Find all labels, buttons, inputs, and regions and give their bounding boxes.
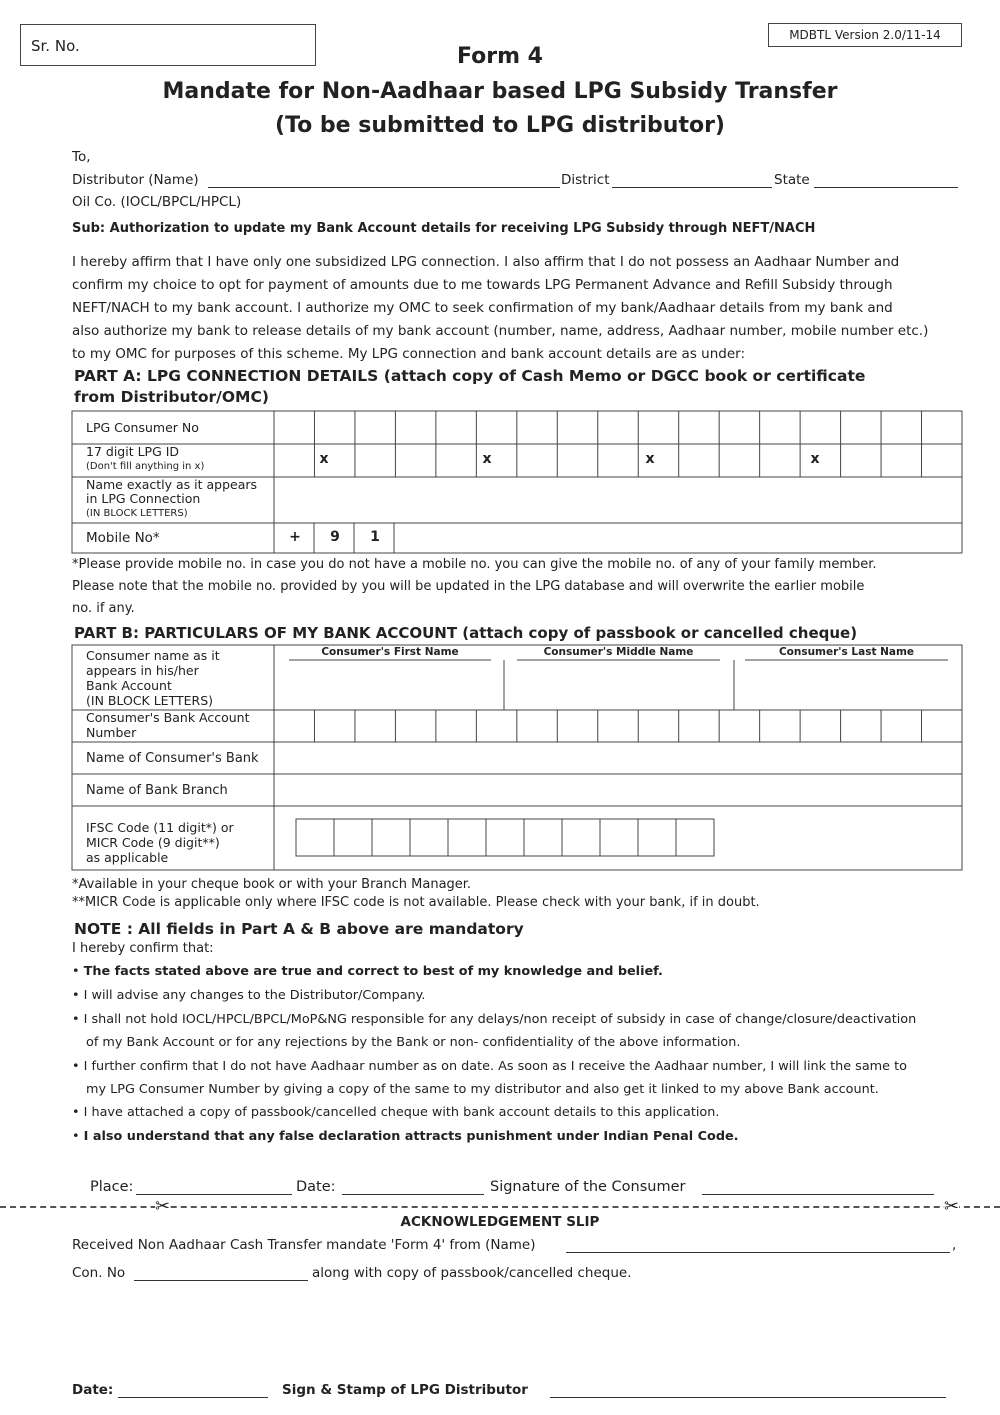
lpg-id-note: (Don't fill anything in x) <box>86 461 205 472</box>
ack-comma: , <box>952 1237 957 1253</box>
affirm-line: NEFT/NACH to my bank account. I authorize my OMC to seek confirmation of my bank/Aadhaar details from my bank and <box>72 300 893 316</box>
mobile-prefix-plus: + <box>289 529 301 545</box>
stamp-label: Sign & Stamp of LPG Distributor <box>282 1382 528 1398</box>
consumer-name-label: appears in his/her <box>86 663 199 678</box>
lpg-id-skip-x: x <box>482 451 492 467</box>
ack-date-label: Date: <box>72 1382 114 1398</box>
form-subtitle: (To be submitted to LPG distributor) <box>275 113 725 138</box>
date-label: Date: <box>296 1179 336 1195</box>
lpg-id-label: 17 digit LPG ID <box>86 444 180 459</box>
confirm-bullet: • I have attached a copy of passbook/cancelled cheque with bank account details to this application. <box>72 1105 720 1120</box>
note-heading: NOTE : All fields in Part A & B above are mandatory <box>74 920 524 938</box>
mobile-prefix-9: 9 <box>330 529 340 545</box>
stamp-field[interactable] <box>550 1397 946 1398</box>
note-intro: I hereby confirm that: <box>72 941 214 956</box>
affirm-line: confirm my choice to opt for payment of amounts due to me towards LPG Permanent Advance and Refill Subsidy through <box>72 277 893 293</box>
confirm-bullet: • The facts stated above are true and correct to best of my knowledge and belief. <box>72 964 663 979</box>
ifsc-label: MICR Code (9 digit**) <box>86 835 220 850</box>
confirm-bullet: • I further confirm that I do not have Aadhaar number as on date. As soon as I receive the Aadhaar number, I will link the same to <box>72 1059 907 1074</box>
mobile-label: Mobile No* <box>86 530 160 546</box>
lpg-consumer-no-input[interactable] <box>275 413 962 445</box>
branch-input[interactable] <box>275 774 962 806</box>
name-label-2: in LPG Connection <box>86 491 201 506</box>
confirm-bullet: • I shall not hold IOCL/HPCL/BPCL/MoP&NG responsible for any delays/non receipt of subsidy in case of change/closure/deactivation <box>72 1012 917 1027</box>
part-a-heading: PART A: LPG CONNECTION DETAILS (attach copy of Cash Memo or DGCC book or certificate <box>74 367 866 385</box>
signature-label: Signature of the Consumer <box>490 1179 686 1195</box>
last-name-input[interactable] <box>735 660 961 710</box>
con-no-label: Con. No <box>72 1265 126 1281</box>
ack-received-label: Received Non Aadhaar Cash Transfer mandate 'Form 4' from (Name) <box>72 1237 536 1253</box>
ack-name-field[interactable] <box>566 1252 950 1253</box>
subject-line: Sub: Authorization to update my Bank Account details for receiving LPG Subsidy through NEFT/NACH <box>72 221 816 236</box>
place-label: Place: <box>90 1179 134 1195</box>
oil-co-label: Oil Co. (IOCL/BPCL/HPCL) <box>72 194 242 210</box>
part-a-heading-cont: from Distributor/OMC) <box>74 388 269 406</box>
ifsc-label: as applicable <box>86 850 169 865</box>
lpg-id-skip-x: x <box>645 451 655 467</box>
mobile-input[interactable] <box>395 523 962 553</box>
name-label-3: (IN BLOCK LETTERS) <box>86 508 188 519</box>
ack-date-field[interactable] <box>118 1397 268 1398</box>
account-no-input[interactable] <box>275 710 962 742</box>
scissors-icon: ✂ <box>155 1196 171 1217</box>
affirm-line: to my OMC for purposes of this scheme. My LPG connection and bank account details are as under: <box>72 346 745 362</box>
place-field[interactable] <box>136 1194 292 1195</box>
consumer-name-label: Consumer name as it <box>86 648 220 663</box>
form-number: Form 4 <box>457 44 543 69</box>
ifsc-input[interactable] <box>296 819 714 856</box>
version-label: MDBTL Version 2.0/11-14 <box>768 23 962 47</box>
lpg-consumer-no-label: LPG Consumer No <box>86 420 199 435</box>
last-name-label: Consumer's Last Name <box>778 646 915 658</box>
date-field[interactable] <box>342 1194 484 1195</box>
confirm-bullet-cont: my LPG Consumer Number by giving a copy of the same to my distributor and also get it linked to my above Bank account. <box>86 1082 879 1097</box>
form-title: Mandate for Non-Aadhaar based LPG Subsidy Transfer <box>162 79 838 104</box>
ack-title: ACKNOWLEDGEMENT SLIP <box>400 1214 600 1230</box>
consumer-name-label: Bank Account <box>86 678 172 693</box>
middle-name-label: Consumer's Middle Name <box>543 646 694 658</box>
affirm-line: I hereby affirm that I have only one subsidized LPG connection. I also affirm that I do not possess an Aadhaar Number and <box>72 254 900 270</box>
ifsc-note: *Available in your cheque book or with your Branch Manager. <box>72 877 472 892</box>
branch-label: Name of Bank Branch <box>86 783 228 798</box>
ack-along-text: along with copy of passbook/cancelled cheque. <box>312 1265 632 1281</box>
state-label: State <box>774 172 810 188</box>
mobile-prefix-1: 1 <box>370 529 380 545</box>
sr-no-label: Sr. No. <box>31 37 80 55</box>
lpg-id-input[interactable] <box>275 445 962 477</box>
mobile-note: Please note that the mobile no. provided by you will be updated in the LPG database and will overwrite the earlier mobile <box>72 579 865 594</box>
confirm-bullet: • I also understand that any false declaration attracts punishment under Indian Penal Code. <box>72 1129 739 1144</box>
account-no-label: Number <box>86 725 137 740</box>
mobile-note: no. if any. <box>72 601 135 616</box>
affirm-line: also authorize my bank to release details of my bank account (number, name, address, Aadhaar number, mobile number etc.) <box>72 323 929 339</box>
middle-name-input[interactable] <box>505 660 733 710</box>
account-no-label: Consumer's Bank Account <box>86 710 250 725</box>
cut-line <box>0 1206 1000 1208</box>
first-name-input[interactable] <box>275 660 503 710</box>
part-b-heading: PART B: PARTICULARS OF MY BANK ACCOUNT (attach copy of passbook or cancelled cheque) <box>74 624 858 642</box>
scissors-icon: ✂ <box>944 1196 960 1217</box>
ifsc-label: IFSC Code (11 digit*) or <box>86 820 234 835</box>
bank-name-input[interactable] <box>275 742 962 774</box>
con-no-field[interactable] <box>134 1280 308 1281</box>
mobile-note: *Please provide mobile no. in case you do not have a mobile no. you can give the mobile no. of any of your family member. <box>72 557 877 572</box>
name-label-1: Name exactly as it appears <box>86 477 258 492</box>
to-label: To, <box>72 149 91 165</box>
lpg-id-skip-x: x <box>319 451 329 467</box>
district-label: District <box>561 172 610 188</box>
micr-note: **MICR Code is applicable only where IFSC code is not available. Please check with your bank, if in doubt. <box>72 895 760 910</box>
first-name-label: Consumer's First Name <box>321 646 459 658</box>
lpg-name-input[interactable] <box>275 477 962 523</box>
confirm-bullet-cont: of my Bank Account or for any rejections by the Bank or non- confidentiality of the above information. <box>86 1035 741 1050</box>
signature-field[interactable] <box>702 1194 934 1195</box>
lpg-id-skip-x: x <box>810 451 820 467</box>
consumer-name-label: (IN BLOCK LETTERS) <box>86 693 214 708</box>
bank-name-label: Name of Consumer's Bank <box>86 751 259 766</box>
confirm-bullet: • I will advise any changes to the Distributor/Company. <box>72 988 426 1003</box>
distributor-label: Distributor (Name) <box>72 172 199 188</box>
